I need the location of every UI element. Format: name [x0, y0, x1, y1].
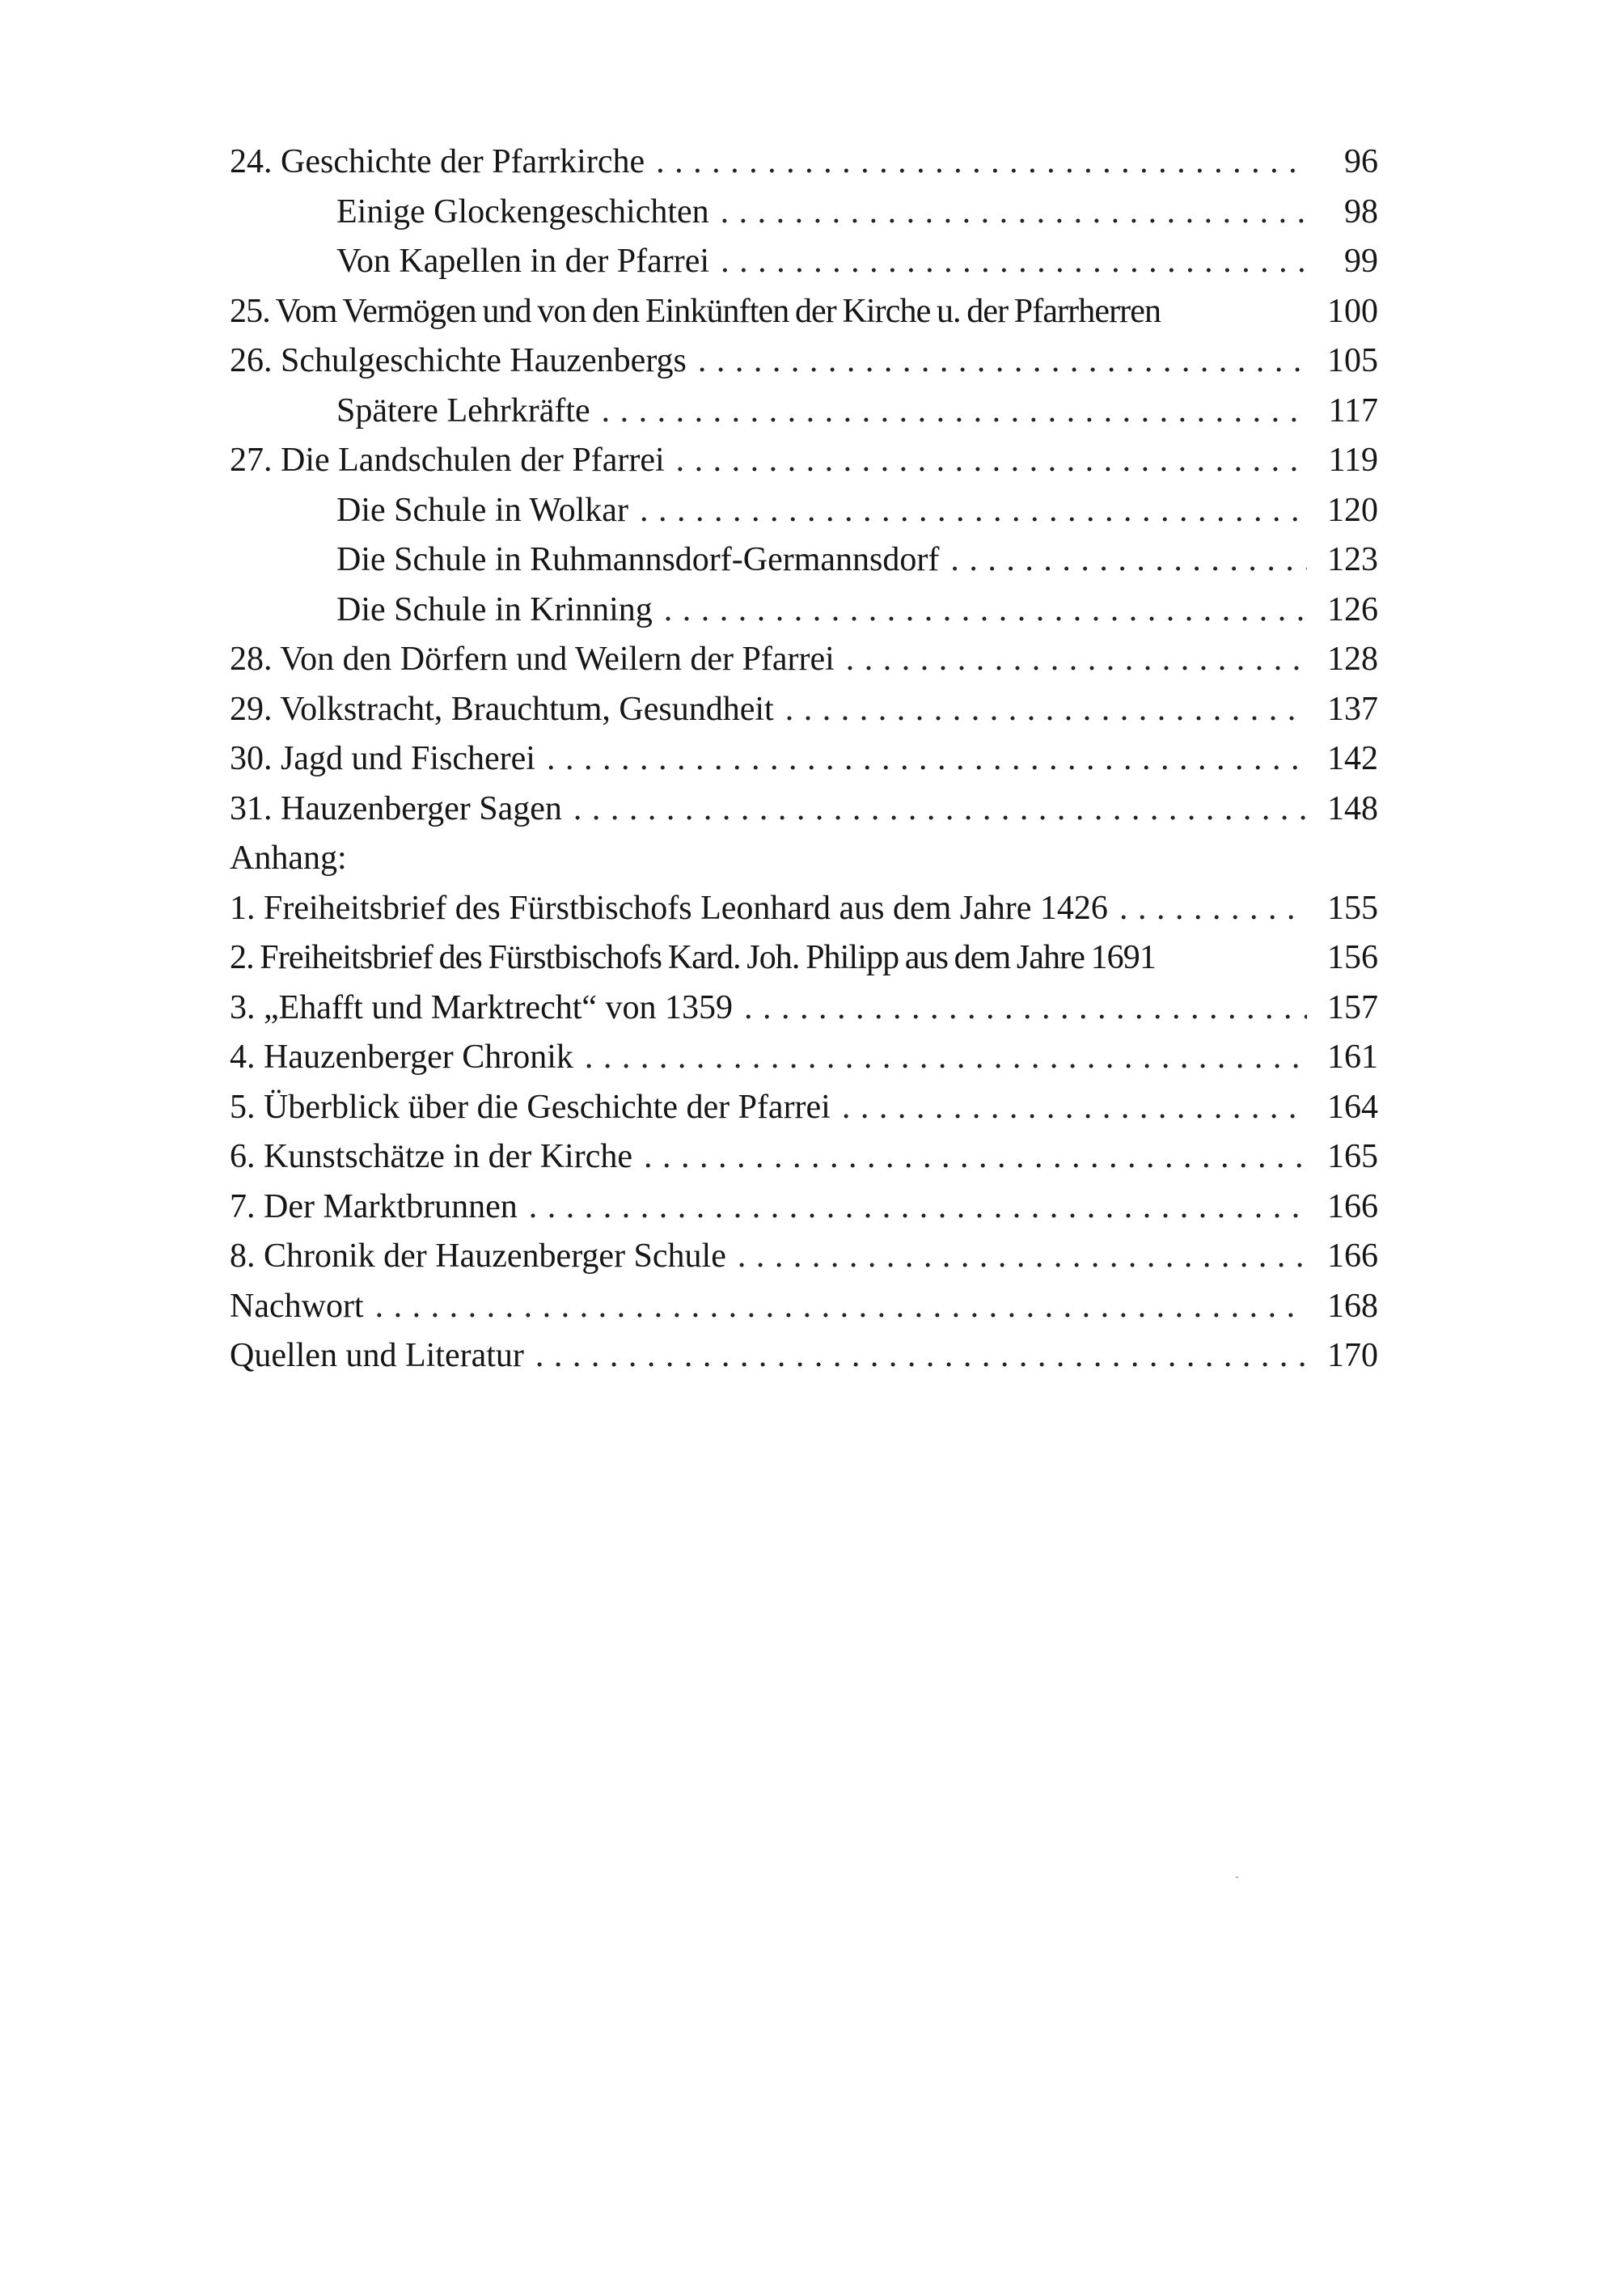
appendix-entry — [230, 1232, 1378, 1282]
appendix-entry — [230, 984, 1378, 1034]
toc-entry-title: 5. Überblick über die Geschichte der Pfarrei — [230, 1088, 831, 1126]
dot-leader — [529, 1182, 1307, 1233]
toc-entry — [230, 1282, 1378, 1332]
toc-entry-page: 166 — [1327, 1187, 1378, 1225]
toc-entry-page: 166 — [1327, 1237, 1378, 1275]
toc-entry — [230, 685, 1378, 735]
toc-entry — [230, 1331, 1378, 1381]
toc-entry-title: 4. Hauzenberger Chronik — [230, 1039, 573, 1076]
toc-entry-page: 120 — [1327, 491, 1378, 529]
toc-subentry — [230, 486, 1378, 536]
dot-leader — [842, 1083, 1307, 1133]
dot-leader — [721, 188, 1307, 238]
dot-leader — [375, 1282, 1307, 1332]
toc-entry-page: 128 — [1327, 641, 1378, 678]
appendix-heading: Anhang: — [230, 840, 347, 877]
toc-entry-page: 99 — [1344, 243, 1378, 280]
toc-entry — [230, 635, 1378, 685]
toc-entry — [230, 436, 1378, 486]
toc-entry-page: 137 — [1327, 690, 1378, 728]
dot-leader — [573, 785, 1307, 835]
toc-subentry — [230, 237, 1378, 287]
dot-leader — [1119, 884, 1307, 934]
toc-entry-title: 29. Volkstracht, Brauchtum, Gesundheit — [230, 690, 774, 728]
dot-leader — [585, 1033, 1307, 1083]
dot-leader — [698, 336, 1307, 387]
toc-entry — [230, 734, 1378, 785]
toc-entry-page: 155 — [1327, 889, 1378, 927]
dot-leader — [644, 1132, 1307, 1182]
appendix-entry — [230, 933, 1378, 984]
dot-leader — [738, 1232, 1307, 1282]
toc-entry-title: 2. Freiheitsbrief des Fürstbischofs Kard. Joh. Philipp aus dem Jahre 1691 — [230, 939, 1156, 976]
toc-entry-page: 142 — [1327, 740, 1378, 777]
toc-subentry — [230, 586, 1378, 636]
toc-entry-page: 168 — [1327, 1287, 1378, 1325]
toc-entry — [230, 336, 1378, 387]
appendix-entry — [230, 1033, 1378, 1083]
toc-entry-title: 26. Schulgeschichte Hauzenbergs — [230, 342, 687, 379]
dot-leader — [950, 535, 1307, 586]
paper-speck — [1236, 1876, 1238, 1878]
toc-entry-page: 98 — [1344, 192, 1378, 231]
toc-entry-title: 30. Jagd und Fischerei — [230, 740, 535, 777]
toc-entry-title: Nachwort — [230, 1287, 364, 1325]
dot-leader — [744, 984, 1307, 1034]
toc-entry — [230, 785, 1378, 835]
toc-entry-page: 170 — [1327, 1337, 1378, 1374]
toc-entry-title: 25. Vom Vermögen und von den Einkünften der Kirche u. der Pfarrherren — [230, 292, 1161, 330]
toc-entry-title: 1. Freiheitsbrief des Fürstbischofs Leonhard aus dem Jahre 1426 — [230, 889, 1108, 927]
appendix-entry — [230, 1182, 1378, 1233]
toc-entry-title: 31. Hauzenberger Sagen — [230, 789, 562, 827]
dot-leader — [602, 387, 1307, 437]
table-of-contents — [230, 137, 1378, 1381]
toc-entry-page: 96 — [1344, 143, 1378, 180]
toc-entry-page: 117 — [1328, 391, 1378, 429]
toc-subentry — [230, 188, 1378, 238]
toc-entry-page: 126 — [1327, 590, 1378, 628]
dot-leader — [640, 486, 1307, 536]
toc-entry-title: Von Kapellen in der Pfarrei — [336, 243, 710, 280]
toc-entry-title: Die Schule in Wolkar — [336, 491, 628, 529]
toc-entry-page: 161 — [1327, 1039, 1378, 1076]
toc-entry-title: Die Schule in Krinning — [336, 590, 653, 628]
dot-leader — [846, 635, 1307, 685]
appendix-entry — [230, 884, 1378, 934]
appendix-entry — [230, 1083, 1378, 1133]
toc-entry-title: 6. Kunstschätze in der Kirche — [230, 1138, 632, 1175]
dot-leader — [721, 237, 1307, 287]
toc-entry-title: 27. Die Landschulen der Pfarrei — [230, 442, 665, 479]
toc-entry — [230, 137, 1378, 188]
dot-leader — [535, 1331, 1307, 1381]
toc-entry-title: Spätere Lehrkräfte — [336, 391, 590, 429]
toc-entry-title: Die Schule in Ruhmannsdorf-Germannsdorf — [336, 541, 940, 578]
toc-entry-title: 24. Geschichte der Pfarrkirche — [230, 143, 645, 180]
dot-leader — [676, 436, 1307, 486]
toc-subentry — [230, 535, 1378, 586]
dot-leader — [785, 685, 1307, 735]
toc-entry-page: 164 — [1327, 1088, 1378, 1126]
dot-leader — [664, 586, 1307, 636]
toc-entry-page: 157 — [1327, 988, 1378, 1026]
toc-entry-page: 123 — [1327, 541, 1378, 578]
toc-subentry — [230, 387, 1378, 437]
toc-entry-page: 105 — [1327, 342, 1378, 379]
toc-entry-page: 165 — [1327, 1138, 1378, 1175]
toc-entry-title: 28. Von den Dörfern und Weilern der Pfarrei — [230, 641, 835, 678]
toc-entry-title: Quellen und Literatur — [230, 1337, 524, 1374]
toc-entry — [230, 287, 1378, 337]
toc-entry-page: 100 — [1327, 292, 1378, 330]
appendix-entry — [230, 1132, 1378, 1182]
dot-leader — [656, 137, 1307, 188]
dot-leader — [547, 734, 1307, 785]
toc-entry-title: 3. „Ehafft und Marktrecht“ von 1359 — [230, 988, 734, 1026]
toc-entry-page: 119 — [1328, 442, 1378, 479]
toc-entry-page: 156 — [1327, 939, 1378, 976]
toc-entry-title: 7. Der Marktbrunnen — [230, 1187, 518, 1225]
toc-entry-title: Einige Glockengeschichten — [336, 192, 709, 231]
toc-entry-page: 148 — [1327, 789, 1378, 827]
toc-entry-title: 8. Chronik der Hauzenberger Schule — [230, 1237, 726, 1275]
